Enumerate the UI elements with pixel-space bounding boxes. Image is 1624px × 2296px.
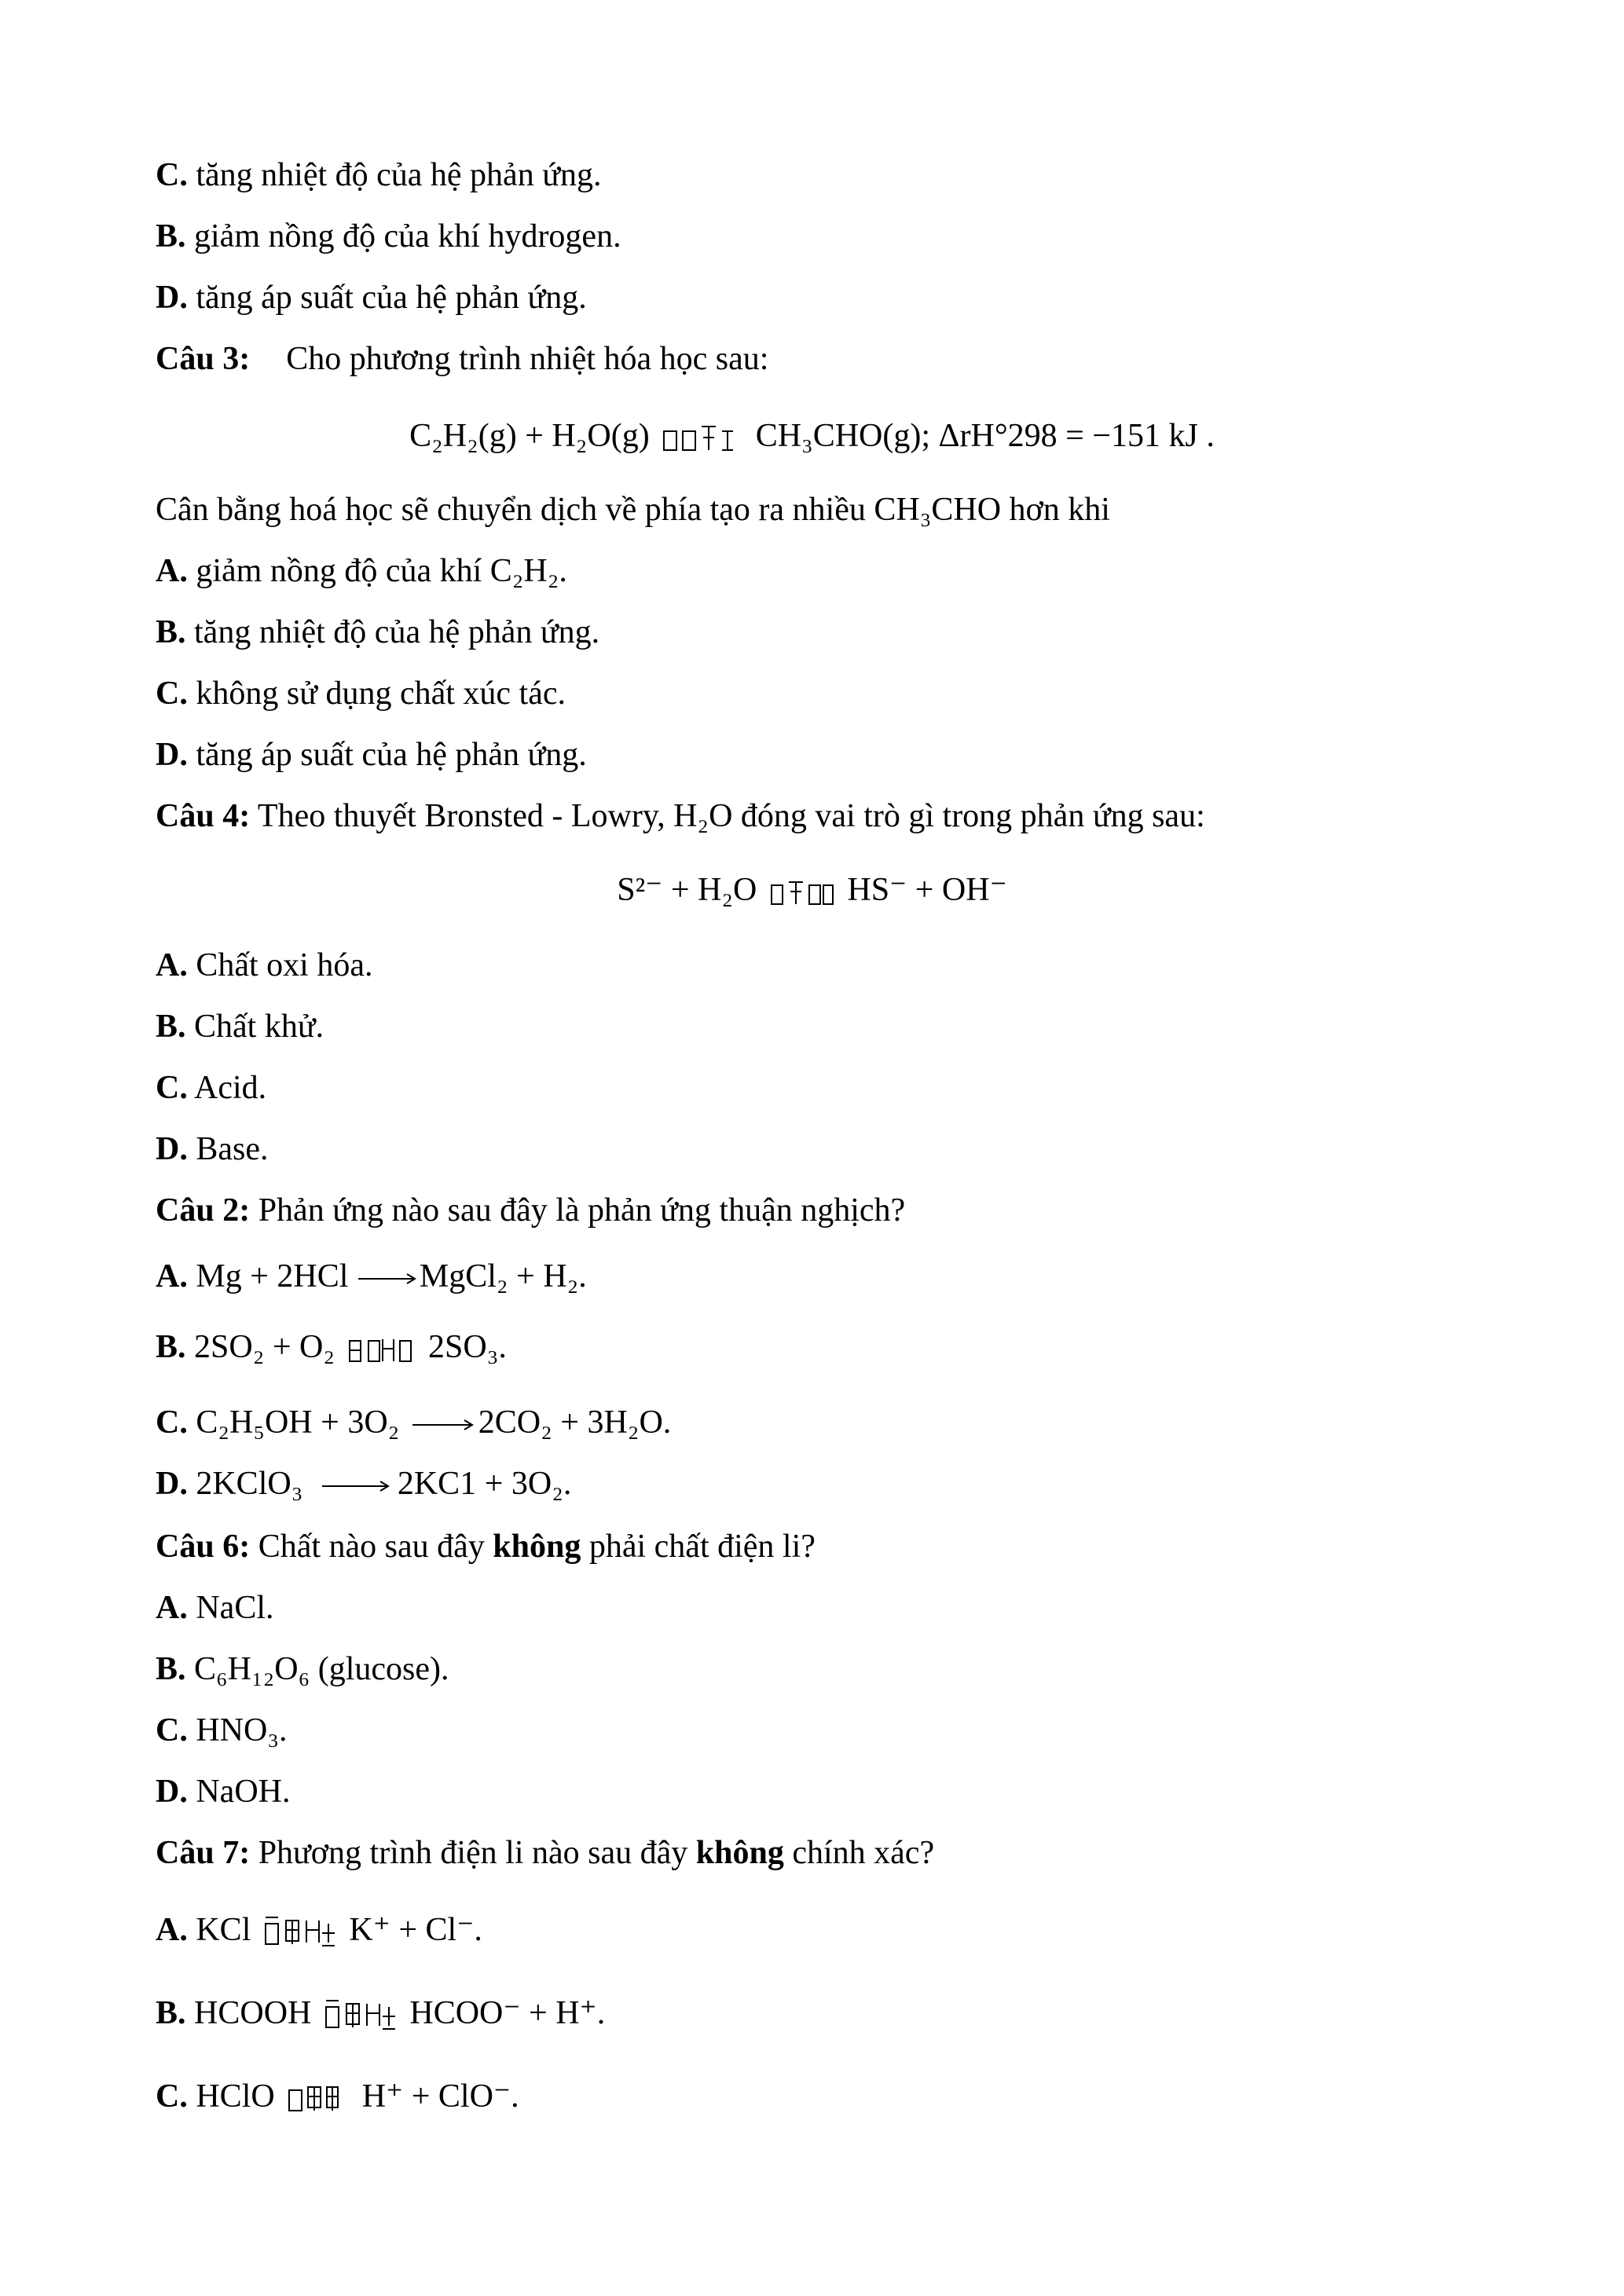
option-label: A. xyxy=(156,553,188,589)
equation-products: HS⁻ + OH⁻ xyxy=(847,872,1007,908)
option-b-line xyxy=(156,217,621,256)
option-text: HNO₃. xyxy=(187,1712,288,1749)
option-label: C. xyxy=(156,157,188,193)
option-label: D. xyxy=(156,1774,188,1810)
option-label: B. xyxy=(156,614,186,650)
option-b-line xyxy=(156,1650,449,1689)
equation-reactants: S²⁻ + H₂O xyxy=(617,872,757,908)
option-text: Chất oxi hóa. xyxy=(187,947,373,983)
equation-products: 2KC1 + 3O₂. xyxy=(397,1466,572,1502)
option-label: A. xyxy=(156,1258,188,1294)
question-text: Phản ứng nào sau đây là phản ứng thuận nghịch? xyxy=(250,1192,906,1229)
option-text: giảm nồng độ của khí C₂H₂. xyxy=(187,553,567,589)
question-emphasis: không xyxy=(695,1835,784,1871)
option-b-line xyxy=(156,1994,605,2034)
option-text: không sử dụng chất xúc tác. xyxy=(187,676,566,712)
option-label: D. xyxy=(156,1466,188,1502)
option-d-line xyxy=(156,735,587,774)
equation-reactants: C₂H₅OH + 3O₂ xyxy=(187,1404,400,1441)
option-label: B. xyxy=(156,1329,186,1365)
option-c-line xyxy=(156,674,566,713)
reversible-arrow-broken-icon xyxy=(661,422,744,455)
question-label: Câu 3: xyxy=(156,341,251,377)
option-label: A. xyxy=(156,947,188,983)
option-text: NaCl. xyxy=(187,1590,274,1626)
reversible-arrow-broken-icon xyxy=(262,1914,338,1950)
equation-products: MgCl₂ + H₂. xyxy=(419,1258,587,1294)
option-text: tăng nhiệt độ của hệ phản ứng. xyxy=(185,614,600,650)
option-d-line xyxy=(156,1464,571,1503)
option-c-line xyxy=(156,1403,671,1442)
option-text: Chất khử. xyxy=(185,1009,324,1045)
option-label: C. xyxy=(156,676,188,712)
option-d-line xyxy=(156,1772,290,1811)
equation-reactants: C₂H₂(g) + H₂O(g) xyxy=(409,418,650,454)
option-c-line xyxy=(156,1711,287,1750)
question-text: phải chất điện li? xyxy=(581,1529,816,1565)
option-d-line xyxy=(156,278,587,317)
option-d-line xyxy=(156,1130,269,1169)
question-3 xyxy=(156,339,768,379)
option-text: NaOH. xyxy=(187,1774,291,1810)
question-4 xyxy=(156,796,1205,836)
question-label: Câu 6: xyxy=(156,1529,251,1565)
equation-reactants: KCl xyxy=(187,1912,251,1948)
option-text: Acid. xyxy=(187,1070,267,1106)
option-label: D. xyxy=(156,280,188,316)
question-text: chính xác? xyxy=(783,1835,935,1871)
question-text: Cho phương trình nhiệt hóa học sau: xyxy=(286,341,769,377)
option-c-line xyxy=(156,156,601,195)
option-label: C. xyxy=(156,1404,188,1441)
equation-products: K⁺ + Cl⁻. xyxy=(349,1912,482,1948)
option-text: tăng áp suất của hệ phản ứng. xyxy=(187,737,587,773)
option-label: D. xyxy=(156,1131,188,1167)
option-label: B. xyxy=(156,1995,186,2031)
option-a-line xyxy=(156,946,372,985)
stem-text: Cân bằng hoá học sẽ chuyển dịch về phía tạo ra nhiều CH₃CHO hơn khi xyxy=(156,492,1110,528)
option-label: D. xyxy=(156,737,188,773)
option-c-line xyxy=(156,1068,266,1108)
right-arrow-icon xyxy=(311,1478,398,1494)
option-a-line xyxy=(156,1257,587,1296)
option-text: C₆H₁₂O₆ (glucose). xyxy=(185,1651,449,1687)
option-label: B. xyxy=(156,218,186,255)
option-label: B. xyxy=(156,1009,186,1045)
question-label: Câu 2: xyxy=(156,1192,251,1229)
question-3-stem xyxy=(156,490,1110,529)
option-label: C. xyxy=(156,1070,188,1106)
option-b-line xyxy=(156,1007,324,1046)
option-a-line xyxy=(156,551,567,591)
option-text: tăng nhiệt độ của hệ phản ứng. xyxy=(187,157,602,193)
question-text: Theo thuyết Bronsted - Lowry, H₂O đóng vai trò gì trong phản ứng sau: xyxy=(250,798,1205,834)
reversible-arrow-broken-icon xyxy=(286,2081,350,2117)
reversible-arrow-broken-icon xyxy=(768,876,836,909)
question-text: Chất nào sau đây xyxy=(250,1529,493,1565)
option-a-line xyxy=(156,1588,274,1628)
option-label: B. xyxy=(156,1651,186,1687)
equation-reactants: HCOOH xyxy=(185,1995,312,2031)
question-label: Câu 7: xyxy=(156,1835,251,1871)
option-label: C. xyxy=(156,1712,188,1749)
option-label: A. xyxy=(156,1912,188,1948)
equation-products: HCOO⁻ + H⁺. xyxy=(409,1995,606,2031)
equation-reactants: 2KClO₃ xyxy=(187,1466,303,1502)
option-text: giảm nồng độ của khí hydrogen. xyxy=(185,218,621,255)
option-b-line xyxy=(156,1327,507,1367)
equation-products: 2SO₃. xyxy=(428,1329,507,1365)
option-c-line xyxy=(156,2077,519,2117)
equation-reactants: HClO xyxy=(187,2078,275,2115)
question-text: Phương trình điện li nào sau đây xyxy=(250,1835,696,1871)
question-2 xyxy=(156,1191,905,1230)
equation-reactants: Mg + 2HCl xyxy=(187,1258,349,1294)
right-arrow-icon xyxy=(357,1271,420,1287)
equation-products: CH₃CHO(g); ΔrH°298 = −151 kJ . xyxy=(755,418,1215,454)
option-text: tăng áp suất của hệ phản ứng. xyxy=(187,280,587,316)
equation-q3 xyxy=(0,416,1624,456)
option-label: C. xyxy=(156,2078,188,2115)
option-text: Base. xyxy=(187,1131,269,1167)
question-emphasis: không xyxy=(493,1529,581,1565)
equation-reactants: 2SO₂ + O₂ xyxy=(185,1329,335,1365)
equation-products: 2CO₂ + 3H₂O. xyxy=(478,1404,672,1441)
question-label: Câu 4: xyxy=(156,798,251,834)
reversible-arrow-broken-icon xyxy=(346,1333,417,1366)
equation-q4 xyxy=(0,870,1624,910)
right-arrow-icon xyxy=(408,1417,478,1433)
equation-products: H⁺ + ClO⁻. xyxy=(361,2078,519,2115)
option-b-line xyxy=(156,613,599,652)
reversible-arrow-broken-icon xyxy=(323,1998,398,2034)
option-label: A. xyxy=(156,1590,188,1626)
question-7 xyxy=(156,1833,934,1873)
question-6 xyxy=(156,1527,816,1566)
option-a-line xyxy=(156,1910,482,1950)
